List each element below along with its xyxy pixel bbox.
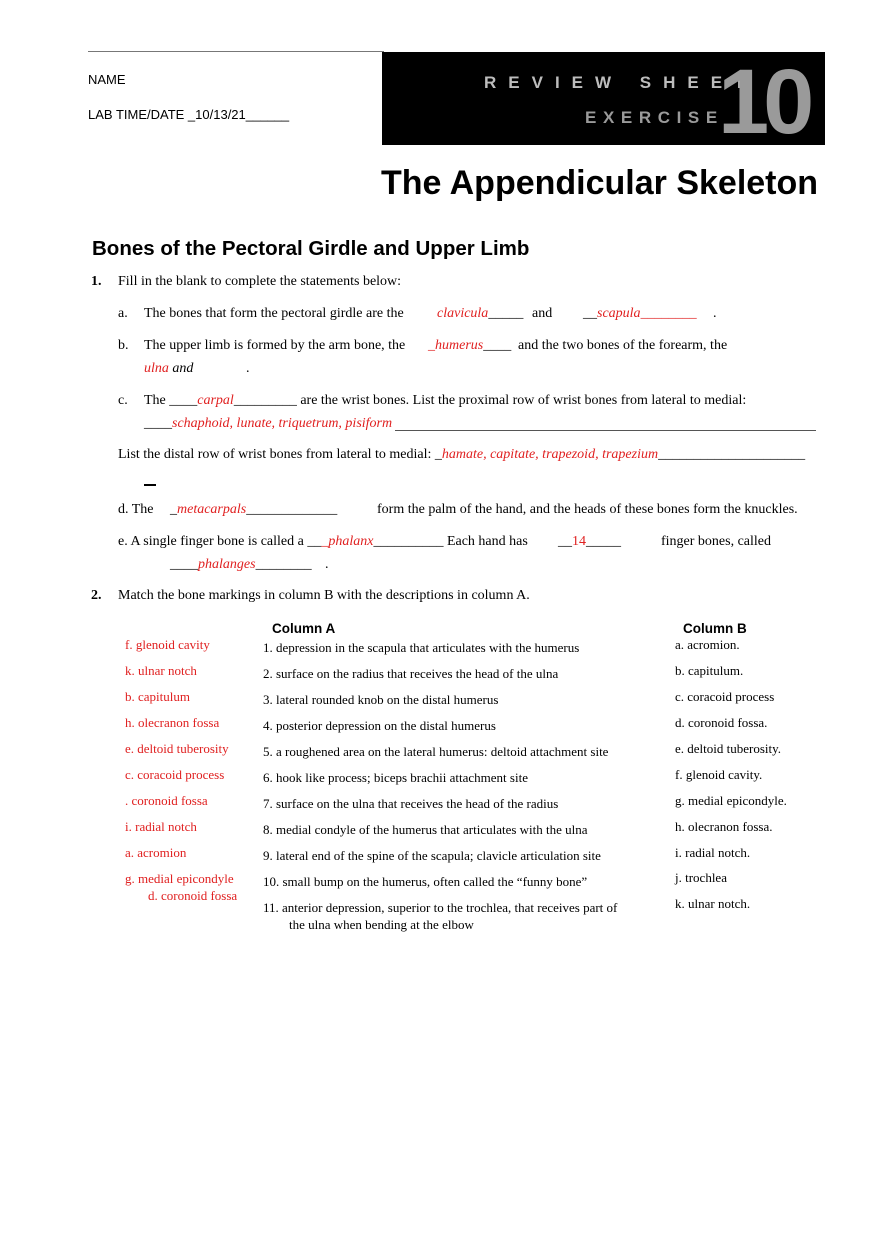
q2-prompt: Match the bone markings in column B with the descriptions in column A. <box>118 588 530 603</box>
column-b-item: k. ulnar notch. <box>675 896 751 911</box>
column-b-item: a. acromion. <box>675 637 740 652</box>
q1e-end: . <box>325 557 329 572</box>
q2-number: 2. <box>91 588 102 603</box>
q1e-answer-2-value: 14 <box>572 534 586 549</box>
q1c-line-1 <box>144 393 746 409</box>
q1b-answer-1 <box>428 338 511 354</box>
review-sheet-label: REVIEW SHEET <box>484 73 757 92</box>
q1e-answer-3: phalanges <box>198 557 256 572</box>
page-title: The Appendicular Skeleton <box>381 164 819 202</box>
q1e-answer-3-trail: ________ <box>255 557 312 572</box>
answer-item: i. radial notch <box>125 819 197 834</box>
column-b-item: e. deltoid tuberosity. <box>675 741 782 756</box>
column-b-item: f. glenoid cavity. <box>675 767 763 782</box>
q1e-answer-1-lead: __ <box>307 534 322 549</box>
q1a-text: The bones that form the pectoral girdle are the <box>144 306 404 321</box>
q1b-letter: b. <box>118 338 129 353</box>
q1e-answer-1-trail: __________ <box>373 534 444 549</box>
q1a-answer-2-value: scapula <box>597 306 641 321</box>
section-heading: Bones of the Pectoral Girdle and Upper Limb <box>92 237 530 260</box>
q1c-proximal-row <box>144 416 392 432</box>
q1c-letter: c. <box>118 393 128 408</box>
answer-item: d. coronoid fossa <box>148 888 238 903</box>
q1c-rest: are the wrist bones. List the proximal row of wrist bones from lateral to medial: <box>300 393 747 408</box>
answer-item: g. medial epicondyle <box>125 871 234 886</box>
q1e-rest: finger bones, called <box>661 534 772 549</box>
q1d-text: d. The <box>118 502 154 517</box>
q1c-proximal-answer: schaphoid, lunate, triquetrum, pisiform <box>172 416 393 431</box>
q1e-text: e. A single finger bone is called a <box>118 534 304 549</box>
column-a-item: 7. surface on the ulna that receives the head of the radius <box>263 796 559 811</box>
answer-item: a. acromion <box>125 845 187 860</box>
q1a-answer-2-lead: __ <box>583 306 597 321</box>
column-a-item: 3. lateral rounded knob on the distal humerus <box>263 692 499 707</box>
column-b-item: d. coronoid fossa. <box>675 715 768 730</box>
q1b-answer-2: ulna <box>144 361 169 376</box>
q1c-distal-blank-mark <box>144 484 156 486</box>
q1d-answer-lead: _ <box>170 502 177 517</box>
q1c-distal-prompt: List the distal row of wrist bones from lateral to medial: _ <box>118 447 442 462</box>
q1b-line-2 <box>144 361 193 377</box>
q1a-answer-2 <box>583 306 697 322</box>
answer-item: b. capitulum <box>125 689 190 704</box>
q1c-the: The <box>144 393 166 408</box>
answer-item: . coronoid fossa <box>125 793 208 808</box>
answer-item: c. coracoid process <box>125 767 225 782</box>
column-b-title: Column B <box>683 621 747 636</box>
q1e-line-1 <box>118 534 528 550</box>
q1a-letter: a. <box>118 306 128 321</box>
q1b-answer-1-trail: ____ <box>483 338 512 353</box>
column-a-item: 2. surface on the radius that receives the head of the ulna <box>263 666 559 681</box>
q1a-answer-2-trail: ________ <box>640 306 697 321</box>
q1-prompt: Fill in the blank to complete the statements below: <box>118 274 402 289</box>
q1c-distal-answer: hamate, capitate, trapezoid, trapezium <box>441 447 659 462</box>
q1a-answer-1 <box>437 306 523 322</box>
q1e-answer-1: _phalanx <box>321 534 374 549</box>
exercise-label: EXERCISE <box>585 108 724 127</box>
q1a-and: and <box>532 306 553 321</box>
q1d-rest: form the palm of the hand, and the heads of these bones form the knuckles. <box>377 502 798 517</box>
column-a-item: 6. hook like process; biceps brachii attachment site <box>263 770 528 785</box>
column-a-item: 1. depression in the scapula that articulates with the humerus <box>263 640 580 655</box>
exercise-number: 10 <box>718 51 809 153</box>
q1c-answer: carpal <box>197 393 234 408</box>
answer-item: e. deltoid tuberosity <box>125 741 229 756</box>
column-a-item: 4. posterior depression on the distal humerus <box>263 718 496 733</box>
column-a-item: 5. a roughened area on the lateral humerus: deltoid attachment site <box>263 744 609 759</box>
q1e-each-hand-has: Each hand has <box>446 534 528 549</box>
q1c-distal-row <box>118 447 805 463</box>
q1b-rest: and the two bones of the forearm, the <box>518 338 728 353</box>
q1e-answer-2-trail: _____ <box>586 534 621 549</box>
column-b-item: c. coracoid process <box>675 689 775 704</box>
q1e-answer-2 <box>558 534 621 550</box>
q1b-answer-1-value: _humerus <box>428 338 484 353</box>
column-a-item: 11. anterior depression, superior to the trochlea, that receives part of <box>263 900 618 915</box>
q1b-text: The upper limb is formed by the arm bone, the <box>144 338 406 353</box>
column-b-item: j. trochlea <box>675 870 727 885</box>
column-a-item: 10. small bump on the humerus, often called the “funny bone” <box>263 874 588 889</box>
q1c-distal-trail: __________________ <box>658 447 785 462</box>
column-b-item: b. capitulum. <box>675 663 744 678</box>
q1a-answer-1-trail: _____ <box>488 306 524 321</box>
header-rule <box>88 51 384 52</box>
lab-time-date: LAB TIME/DATE _10/13/21______ <box>88 107 290 122</box>
q1c-proximal-lead: ____ <box>144 416 172 431</box>
column-a-item-continued: the ulna when bending at the elbow <box>289 917 474 932</box>
q1b-and: and <box>172 361 194 376</box>
q1e-answer-2-lead: __ <box>558 534 572 549</box>
answer-item: k. ulnar notch <box>125 663 197 678</box>
q1d-answer <box>170 502 337 518</box>
q1a-end: . <box>713 306 717 321</box>
q1a-answer-1-value: clavicula <box>437 306 489 321</box>
column-a-item: 8. medial condyle of the humerus that articulates with the ulna <box>263 822 588 837</box>
q1c-trail: _________ <box>233 393 297 408</box>
q1c-lead: ____ <box>169 393 198 408</box>
answer-item: h. olecranon fossa <box>125 715 220 730</box>
q1c-proximal-blank-line <box>395 430 816 431</box>
answer-item: f. glenoid cavity <box>125 637 210 652</box>
q1e-line-2 <box>170 557 312 573</box>
column-b-item: g. medial epicondyle. <box>675 793 787 808</box>
name-label: NAME <box>88 72 126 87</box>
column-b-item: h. olecranon fossa. <box>675 819 773 834</box>
q1e-answer-3-lead: ____ <box>170 557 198 572</box>
column-b-item: i. radial notch. <box>675 845 751 860</box>
column-a-title: Column A <box>272 621 336 636</box>
q1-number: 1. <box>91 274 102 289</box>
column-a-item: 9. lateral end of the spine of the scapula; clavicle articulation site <box>263 848 601 863</box>
q1c-distal-tail: ___ <box>784 447 806 462</box>
q1d-answer-trail: _____________ <box>246 502 338 517</box>
q1d-answer-value: metacarpals <box>177 502 247 517</box>
q1b-end: . <box>246 361 250 376</box>
